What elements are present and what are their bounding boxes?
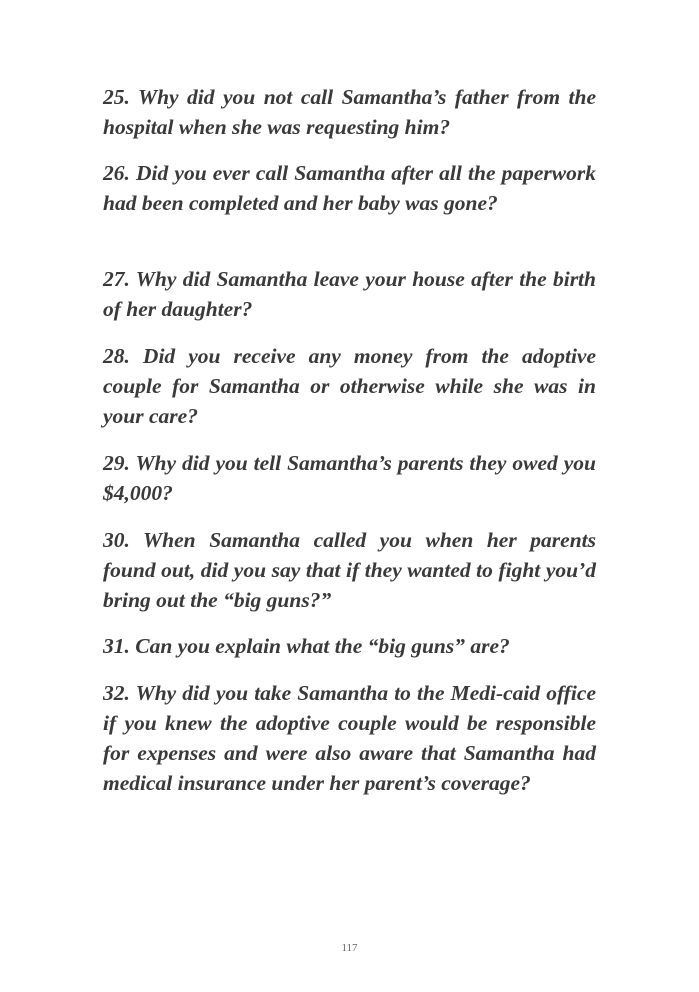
- question-30: 30. When Samantha called you when her parents found out, did you say that if they wanted to fight you’d bring out the “big guns?”: [103, 528, 596, 612]
- question-32: 32. Why did you take Samantha to the Medi-caid office if you knew the adoptive couple would be responsible for expenses and were also aware that Samantha had medical insurance under her parent’s coverage?: [103, 681, 596, 795]
- question-26: 26. Did you ever call Samantha after all the paperwork had been completed and her baby was gone?: [103, 161, 596, 215]
- question-28: 28. Did you receive any money from the adoptive couple for Samantha or otherwise while she was in your care?: [103, 344, 596, 428]
- question-29: 29. Why did you tell Samantha’s parents they owed you $4,000?: [103, 451, 596, 505]
- question-25: 25. Why did you not call Samantha’s father from the hospital when she was requesting him?: [103, 85, 596, 139]
- question-31: 31. Can you explain what the “big guns” are?: [103, 634, 510, 658]
- page-number: 117: [341, 942, 358, 954]
- question-27: 27. Why did Samantha leave your house after the birth of her daughter?: [103, 267, 596, 321]
